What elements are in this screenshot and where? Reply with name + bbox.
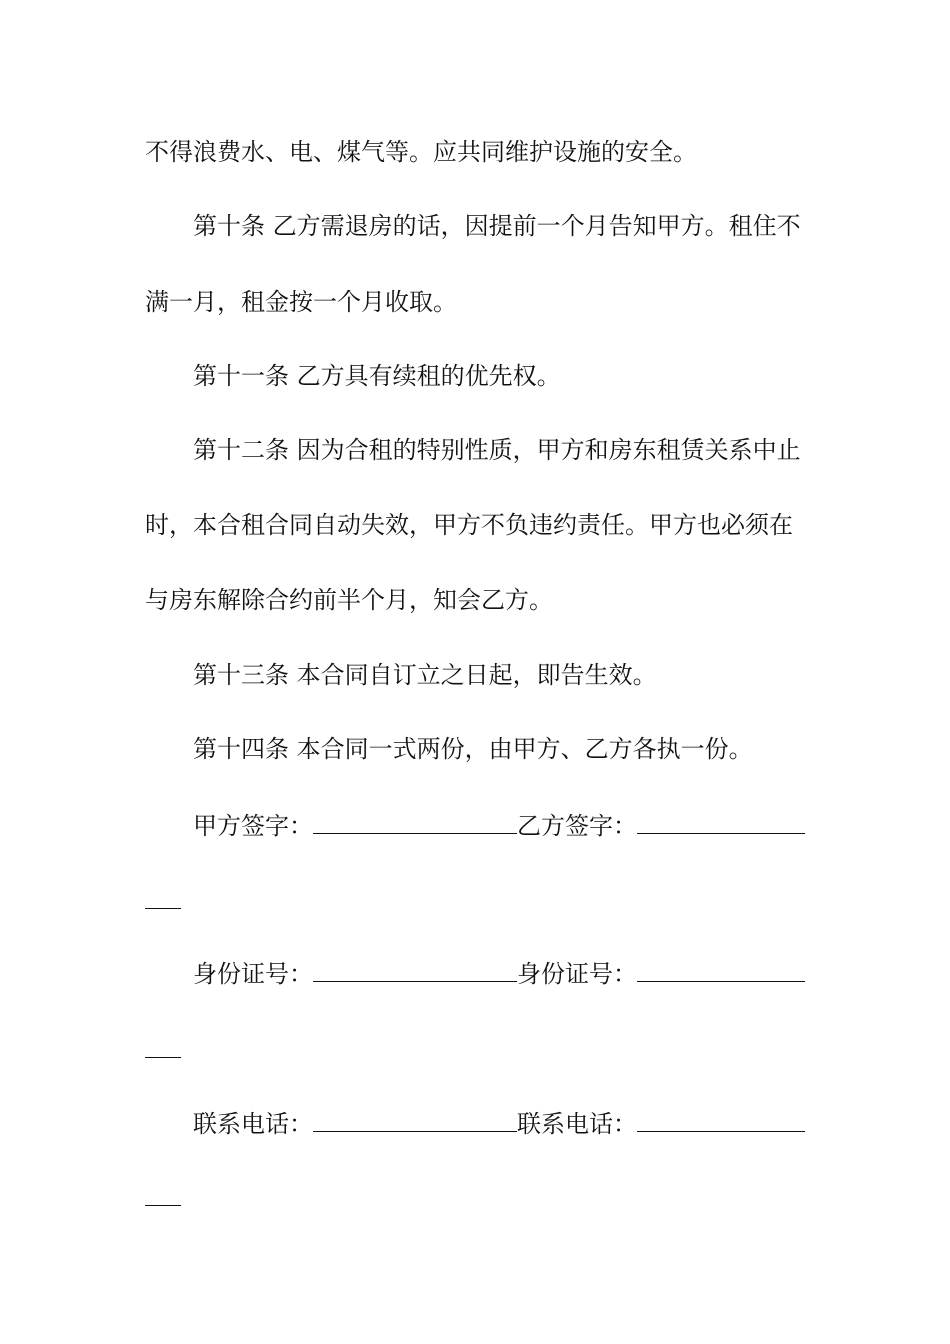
- party-a-signature-label: 甲方签字：: [193, 812, 313, 840]
- article-12-line-1: 第十二条 因为合租的特别性质，甲方和房东租赁关系中止: [193, 436, 801, 464]
- paragraph-line: 不得浪费水、电、煤气等。应共同维护设施的安全。: [145, 138, 697, 166]
- article-10-line-1: 第十条 乙方需退房的话，因提前一个月告知甲方。租住不: [193, 212, 801, 240]
- phone-blank-continuation: [145, 1205, 181, 1206]
- article-12-line-2: 时，本合租合同自动失效，甲方不负违约责任。甲方也必须在: [145, 511, 793, 539]
- article-14-line-1: 第十四条 本合同一式两份，由甲方、乙方各执一份。: [193, 735, 753, 763]
- signature-blank-continuation: [145, 908, 181, 909]
- article-13-line-1: 第十三条 本合同自订立之日起，即告生效。: [193, 661, 657, 689]
- party-b-signature-blank[interactable]: [637, 811, 805, 834]
- signature-row: [193, 810, 873, 842]
- article-11-line-1: 第十一条 乙方具有续租的优先权。: [193, 362, 561, 390]
- party-a-id-blank[interactable]: [313, 959, 517, 982]
- party-a-signature-blank[interactable]: [313, 811, 517, 834]
- party-b-phone-blank[interactable]: [637, 1109, 805, 1132]
- party-b-id-label: 身份证号：: [517, 960, 637, 988]
- article-12-line-3: 与房东解除合约前半个月，知会乙方。: [145, 586, 553, 614]
- party-b-phone-label: 联系电话：: [517, 1110, 637, 1138]
- party-a-phone-label: 联系电话：: [193, 1110, 313, 1138]
- party-a-phone-blank[interactable]: [313, 1109, 517, 1132]
- id-blank-continuation: [145, 1057, 181, 1058]
- article-10-line-2: 满一月，租金按一个月收取。: [145, 288, 457, 316]
- phone-row: [193, 1108, 873, 1140]
- id-number-row: [193, 958, 873, 990]
- party-b-signature-label: 乙方签字：: [517, 812, 637, 840]
- party-b-id-blank[interactable]: [637, 959, 805, 982]
- party-a-id-label: 身份证号：: [193, 960, 313, 988]
